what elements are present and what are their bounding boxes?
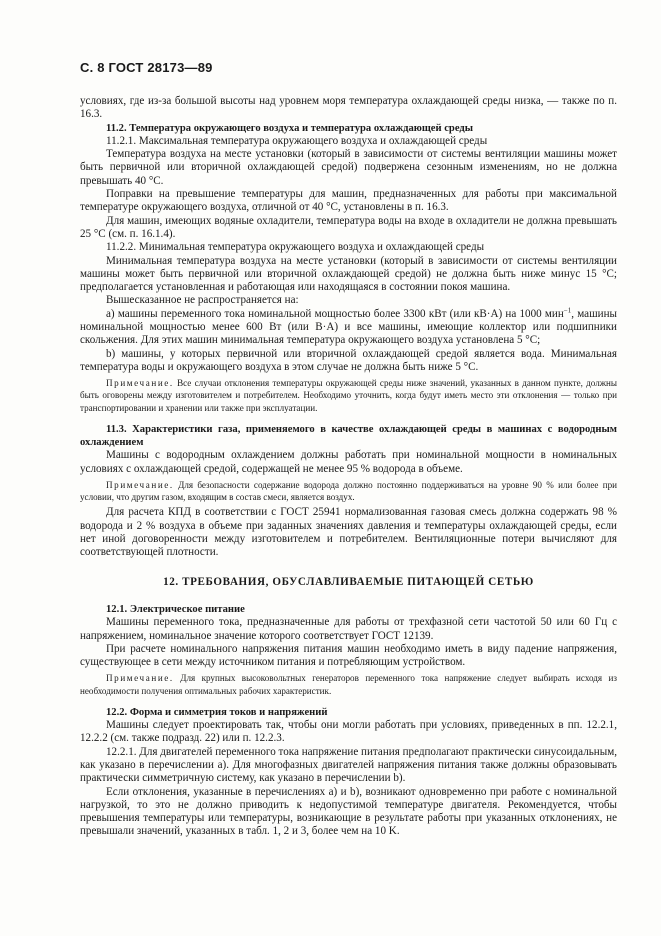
paragraph: При расчете номинального напряжения питания машин необходимо иметь в виду падение напряжения, существующее в сети между источником питания и потребляющим устройством. [80,642,617,669]
note-text: Все случаи отклонения температуры окружающей среды ниже значений, указанных в данном пункте, должны быть оговорены между изготовителем и потребителем. Необходимо уточнить, когда будут иметь место эти отклонения — только при транспортировании и хранении или также при эксплуатации. [80,378,617,413]
paragraph: Минимальная температура воздуха на месте установки (который в зависимости от системы вентиляции машины может быть первичной или вторичной охлаждающей средой) не должна быть ниже минус 15 °С; предполагается установленная и работающая или находящаяся в состоянии покоя машина. [80,254,617,294]
note-label: Примечание. [106,378,174,389]
page-header: С. 8 ГОСТ 28173—89 [80,60,213,75]
list-item-a [80,308,617,348]
body-text [80,95,617,839]
section-heading-12-2: 12.2. Форма и симметрия токов и напряжений [106,706,328,718]
list-item-text: а) машины переменного тока номинальной мощностью более 3300 кВт (или кВ·А) на 1000 мин [106,307,564,320]
note-label: Примечание. [106,480,174,491]
note-label: Примечание. [106,673,174,684]
section-heading-11-3: 11.3. Характеристики газа, применяемого в качестве охлаждающей среды в машинах с водородным охлаждением [80,423,617,449]
paragraph: Вышесказанное не распространяется на: [106,294,299,307]
paragraph: Машины с водородным охлаждением должны работать при номинальной мощности в номинальных условиях с охлаждающей средой, содержащей не менее 95 % водорода в объеме. [80,449,617,475]
section-heading-11-2: 11.2. Температура окружающего воздуха и температура охлаждающей среды [106,122,474,134]
section-heading-12-1: 12.1. Электрическое питание [106,603,245,615]
paragraph: Если отклонения, указанные в перечислениях а) и b), возникают одновременно при работе с номинальной нагрузкой, то это не должно приводить к недопустимой температуре двигателя. Рекомендуется, чтобы превышения температуры или температуры, возникающие в результате работы при указанных отклонениях, не превышали значений, указанных в табл. 1, 2 и 3, более чем на 10 K. [80,785,617,838]
paragraph: Машины следует проектировать так, чтобы они могли работать при условиях, приведенных в пп. 12.2.1, 12.2.2 (см. также подразд. 22) или п. 12.2.3. [80,719,617,745]
paragraph: Для машин, имеющих водяные охладители, температура воды на входе в охладители не должна превышать 25 °С (см. п. 16.1.4). [80,214,617,240]
note-text: Для безопасности содержание водорода должно постоянно поддерживаться на уровне 90 % или более при условии, что другим газом, входящим в состав смеси, является воздух. [80,480,617,503]
list-item-text: , машины номинальной мощностью менее 600 Вт (или В·А) и все машины, имеющие коллектор или подшипники скольжения. Для этих машин минимальная температура окружающего воздуха установлена 5 °С; [80,307,617,347]
paragraph: Машины переменного тока, предназначенные для работы от трехфазной сети частотой 50 или 60 Гц с напряжением, номинальное значение которого соответствует ГОСТ 12139. [80,616,617,642]
paragraph: Температура воздуха на месте установки (который в зависимости от системы вентиляции машины может быть первичной или вторичной охлаждающей средой) подвержена сезонным изменениям, но не должна превышать 40 °С. [80,148,617,187]
subsection-heading-11-2-2: 11.2.2. Минимальная температура окружающего воздуха и охлаждающей среды [106,241,485,254]
paragraph: условиях, где из-за большой высоты над уровнем моря температура охлаждающей среды низка, — также по п. 16.3. [80,95,617,121]
paragraph: 12.2.1. Для двигателей переменного тока напряжение питания предполагают практически синусоидальным, как указано в перечислении а). Для многофазных двигателей напряжения питания также должны образовывать практически симметричную систему, как указано в перечислении b). [80,745,617,785]
list-item-b: b) машины, у которых первичной или вторичной охлаждающей средой является вода. Минимальная температура воды и окружающего воздуха в этом случае не должна быть ниже 5 °С. [80,347,617,373]
paragraph: Поправки на превышение температуры для машин, предназначенных для работы при максимальной температуре окружающего воздуха, отличной от 40 °С, установлены в п. 16.3. [80,188,617,214]
note [80,377,617,414]
subsection-heading-11-2-1: 11.2.1. Максимальная температура окружающего воздуха и охлаждающей среды [106,134,488,147]
note [80,672,617,696]
paragraph: Для расчета КПД в соответствии с ГОСТ 25941 нормализованная газовая смесь должна содержать 98 % водорода и 2 % воздуха в объеме при заданных значениях давления и температуры охлаждающей среды, если нет иной договоренности между изготовителем и потребителем. Вентиляционные потери вычисляют для соответствующей плотности. [80,506,617,559]
note-text: Для крупных высоковольтных генераторов переменного тока напряжение следует выбирать исходя из необходимости получения оптимальных рабочих характеристик. [80,673,617,696]
section-title-12: 12. ТРЕБОВАНИЯ, ОБУСЛАВЛИВАЕМЫЕ ПИТАЮЩЕЙ СЕТЬЮ [163,575,534,588]
note [80,479,617,503]
superscript: −1 [563,306,572,315]
